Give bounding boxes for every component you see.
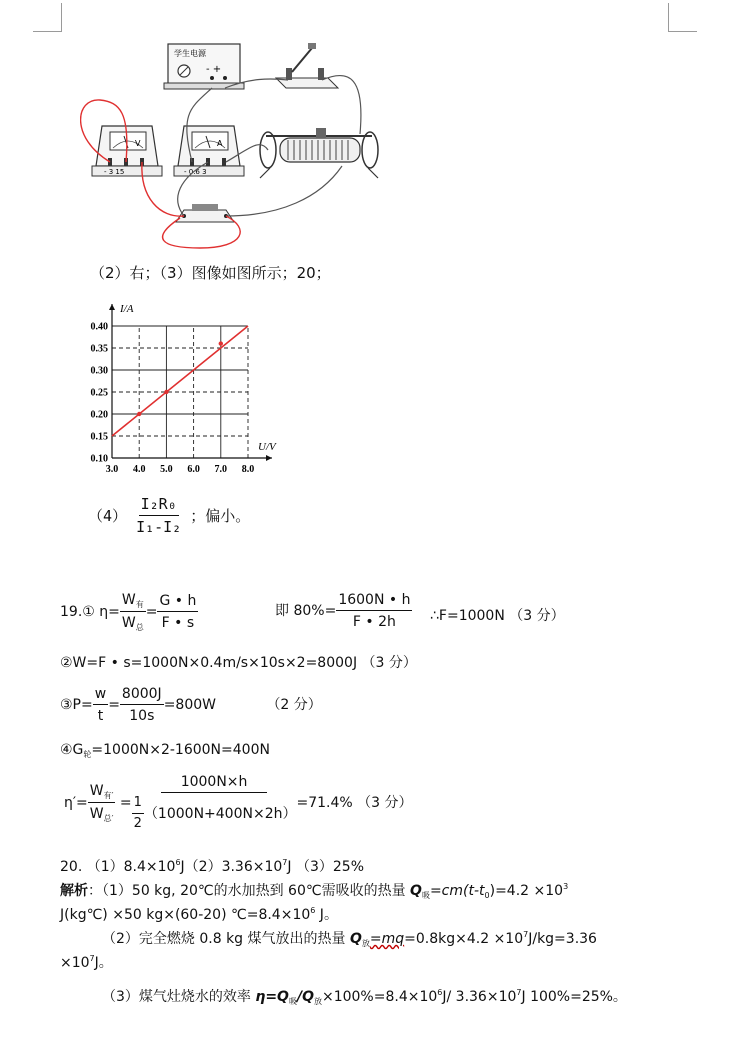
q20-analysis-line1: 解析：（1）50 kg, 20℃的水加热到 60℃需吸收的热量 $Q_吸=cm(t-t_0)=4.2 \times 10^3$ <box>60 882 569 900</box>
circuit-diagram <box>80 38 380 253</box>
x-tick-label: 3.0 <box>105 464 119 475</box>
knife-switch <box>276 43 338 88</box>
q19-power-values: $\frac{8000J}{10s}$ <box>121 686 162 725</box>
answer-4-numerator: I₂R₀ <box>139 496 179 516</box>
q19-number: 19. <box>60 604 83 621</box>
y-tick-label: 0.35 <box>90 343 108 355</box>
power-supply-label: 学生电源 <box>174 49 206 58</box>
q19-part1: 19.① η= $\frac{W_有}{W_总}$ = $\frac{G • h}{F • s}$ <box>60 592 197 633</box>
q19-part4: $④G_轮=1000N\times 2-1600N=400N$ <box>60 742 270 759</box>
resistor <box>176 204 234 222</box>
answer-4-denominator: I₁-I₂ <box>136 518 182 537</box>
q20-analysis-line2: J(kg℃) ×50 kg×(60-20) $℃=8.4\times 10^6$ J。 <box>60 906 338 923</box>
q19-part5: η′= $\frac{W_{有'}}{W_{总'}}$ = 1000N×h $\frac{1}{2}$ （1000N+400N×2h） =71.4% （3 分） <box>64 774 413 832</box>
q19-part2: ②W=F • s=1000N×0.4m/s×10s×2=8000J （3 分） <box>60 655 417 671</box>
y-tick-label: 0.15 <box>90 431 108 443</box>
iu-chart <box>72 296 292 481</box>
q19-eta-prime-values: 1000N×h $\frac{1}{2}$ （1000N+400N×2h） <box>133 774 297 832</box>
x-tick-label: 8.0 <box>241 464 255 475</box>
q19-ji-fraction: $\frac{1600N • h}{F • 2h}$ <box>338 592 411 631</box>
y-axis-label: I/A <box>120 303 134 315</box>
q19-efficiency-fraction: $\frac{W_有}{W_总}$ <box>121 592 144 633</box>
power-terminals: - + <box>206 64 222 75</box>
q19-power-fraction: $\frac{w}{t}$ <box>94 686 107 725</box>
q19-part1-result: ∴F=1000N （3 分） <box>430 608 565 624</box>
ammeter-terminals: - 0.6 3 <box>184 168 207 176</box>
voltmeter-terminals: - 3 15 <box>104 168 125 176</box>
crop-mark-top-right <box>668 3 697 32</box>
y-tick-label: 0.10 <box>90 453 108 465</box>
q19-gh-fs-fraction: $\frac{G • h}{F • s}$ <box>159 593 197 632</box>
y-tick-label: 0.25 <box>90 387 108 399</box>
q19-part1-label: ① <box>82 604 95 621</box>
q20-analysis-line5: （3）煤气灶烧水的效率 $\eta=Q_吸/Q_放\times 100\%=8.4\times 10^6J/$ $3.36\times 10^7J$ 100%=25%。 <box>102 988 627 1006</box>
ammeter-symbol: A <box>217 139 223 148</box>
x-axis-arrow <box>266 455 272 461</box>
q19-eta: η= <box>99 604 120 621</box>
answer-4 <box>88 496 250 537</box>
y-tick-label: 0.30 <box>90 365 108 377</box>
ammeter <box>174 126 244 176</box>
x-tick-label: 6.0 <box>187 464 200 475</box>
y-axis-arrow <box>109 304 115 310</box>
q19-part1-ji: 即 80%= $\frac{1600N • h}{F • 2h}$ <box>275 592 411 631</box>
sliding-rheostat <box>260 128 378 178</box>
series-line <box>112 326 248 436</box>
x-tick-label: 4.0 <box>132 464 146 475</box>
q19-part3: ③P= $\frac{w}{t}$ = $\frac{8000J}{10s}$ =800W （2 分） <box>60 686 322 725</box>
q20-header: 20. $(1)8.4\times 10^6J(2)3.36\times 10^7J$ （3）25% <box>60 858 364 875</box>
data-point <box>219 341 223 345</box>
x-tick-label: 7.0 <box>214 464 228 475</box>
voltmeter-symbol: V <box>135 139 141 148</box>
answer-4-prefix: （4） <box>88 506 128 525</box>
crop-mark-top-left <box>33 3 62 32</box>
x-tick-label: 5.0 <box>160 464 173 475</box>
power-supply <box>164 44 244 89</box>
q20-analysis-line4: $\times 10^7J$。 <box>60 954 113 971</box>
y-tick-label: 0.40 <box>90 321 108 333</box>
data-point <box>137 412 141 416</box>
x-axis-label: U/V <box>258 441 276 453</box>
data-point <box>164 390 168 394</box>
y-tick-label: 0.20 <box>90 409 108 421</box>
answer-4-fraction <box>136 496 181 537</box>
answer-2-3: （2）右；（3）图像如图所示；20； <box>90 264 331 282</box>
answer-4-suffix: ；偏小。 <box>190 506 251 525</box>
q19-eta-prime-fraction: $\frac{W_{有'}}{W_{总'}}$ <box>89 782 114 823</box>
q20-analysis-line3: （2）完全燃烧 0.8 kg 煤气放出的热量 $Q_放=mq=0.8kg\times 4.2 \times 10^7J/kg=3.36$ <box>102 930 597 948</box>
